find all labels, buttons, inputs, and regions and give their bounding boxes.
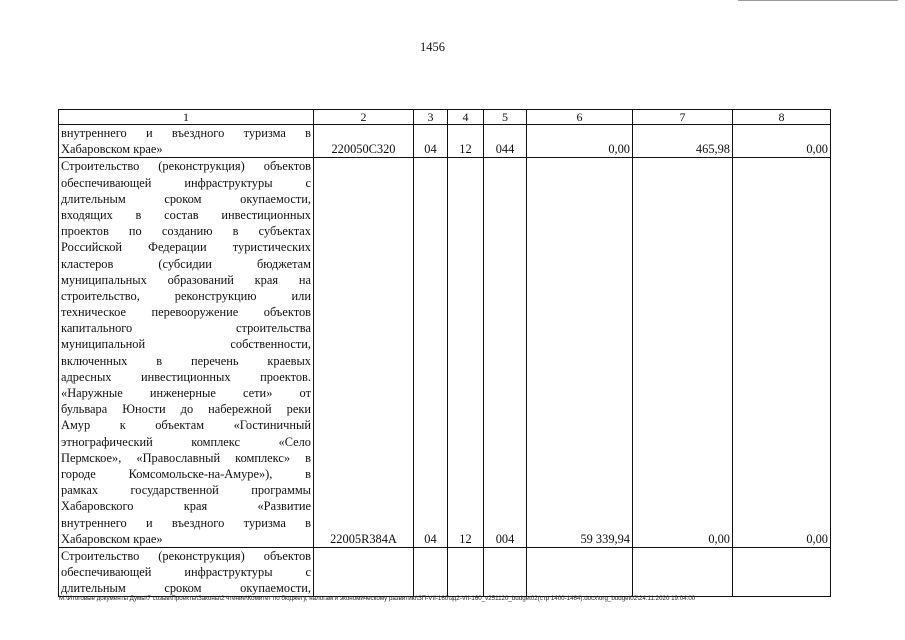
column-header: 5: [484, 110, 527, 125]
description-line: проектов по созданию в субъектах: [61, 224, 311, 239]
description-line: капитального строительства: [61, 321, 311, 336]
description-line: «Наружные инженерные сети» от: [61, 386, 311, 400]
amount-col6: [527, 547, 633, 597]
description-line: длительным сроком окупаемости,: [61, 581, 311, 596]
description-line: Хабаровском крае»: [61, 531, 163, 546]
table-row: [59, 125, 831, 158]
column-header: 6: [527, 110, 633, 125]
target-code: 220050С320: [314, 125, 414, 158]
description-line: Строительство (реконструкция) объектов: [61, 548, 311, 563]
description-line: строительство, реконструкцию или: [61, 288, 311, 303]
description-line: Амур к объектам «Гостиничный: [61, 418, 311, 433]
column-header: 4: [448, 110, 484, 125]
budget-table: [58, 109, 831, 597]
section-code: 04: [414, 125, 448, 158]
description-line: входящих в состав инвестиционных: [61, 207, 311, 222]
description-line: включенных в перечень краевых: [61, 353, 311, 368]
amount-col7: [633, 547, 733, 597]
description-line: муниципальной собственности,: [61, 337, 311, 352]
section-code: 04: [414, 158, 448, 548]
table-row: [59, 547, 831, 597]
file-path-footer: M:\Итоговые документы Думы\7 созыв\Проекты\Законы\2 чтение\Комитет по бюджету, налогам и экономическому развитию\ЗП-VII-160\зд2-VII-160_v251120_budget02(стр 1400-1464).docx\org_budget02\24.11.2020 19:04:00: [59, 595, 696, 602]
table-row: [59, 158, 831, 548]
table-header-row: [59, 110, 831, 125]
description-line: длительным сроком окупаемости,: [61, 191, 311, 206]
target-code: 22005R384A: [314, 158, 414, 548]
section-code: [414, 547, 448, 597]
description-line: Хабаровском крае»: [61, 142, 163, 157]
description-line: Хабаровского края «Развитие: [61, 499, 311, 514]
description-line: обеспечивающей инфраструктуры с: [61, 565, 311, 580]
top-rule: [738, 0, 898, 1]
subsection-code: 12: [448, 125, 484, 158]
description-line: адресных инвестиционных проектов.: [61, 369, 311, 384]
column-header: 8: [733, 110, 831, 125]
subsection-code: 12: [448, 158, 484, 548]
column-header: 7: [633, 110, 733, 125]
amount-col6: 59 339,94: [527, 158, 633, 548]
description-line: бульвара Юности до набережной реки: [61, 402, 311, 417]
description-line: внутреннего и въездного туризма в: [61, 126, 311, 140]
amount-col8: 0,00: [733, 158, 831, 548]
expense-type-code: 004: [484, 158, 527, 548]
column-header: 3: [414, 110, 448, 125]
description-line: этнографический комплекс «Село: [61, 434, 311, 449]
description-line: Строительство (реконструкция) объектов: [61, 159, 311, 174]
row-description: [59, 158, 314, 548]
row-description: [59, 547, 314, 597]
amount-col6: 0,00: [527, 125, 633, 158]
column-header: 2: [314, 110, 414, 125]
amount-col8: 0,00: [733, 125, 831, 158]
amount-col7: 465,98: [633, 125, 733, 158]
amount-col8: [733, 547, 831, 597]
expense-type-code: 044: [484, 125, 527, 158]
row-description: [59, 125, 314, 158]
description-line: техническое перевооружение объектов: [61, 305, 311, 320]
amount-col7: 0,00: [633, 158, 733, 548]
description-line: Российской Федерации туристических: [61, 240, 311, 255]
target-code: [314, 547, 414, 597]
description-line: Пермское», «Православный комплекс» в: [61, 450, 311, 465]
column-header: 1: [59, 110, 314, 125]
expense-type-code: [484, 547, 527, 597]
description-line: внутреннего и въездного туризма в: [61, 515, 311, 530]
description-line: рамках государственной программы: [61, 483, 311, 498]
description-line: муниципальных образований края на: [61, 272, 311, 287]
subsection-code: [448, 547, 484, 597]
page-number: 1456: [420, 40, 445, 54]
description-line: городе Комсомольске-на-Амуре»), в: [61, 466, 311, 481]
description-line: кластеров (субсидии бюджетам: [61, 256, 311, 271]
description-line: обеспечивающей инфраструктуры с: [61, 175, 311, 190]
